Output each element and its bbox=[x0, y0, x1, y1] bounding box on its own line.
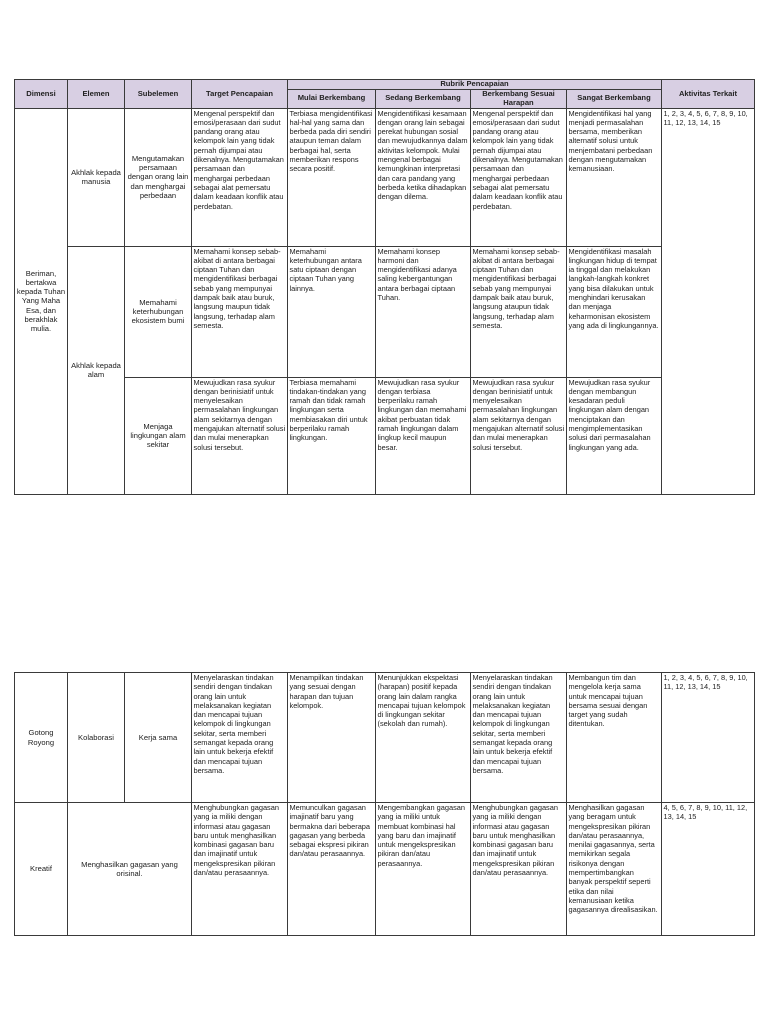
sedang-cell: Mengembangkan gagasan yang ia miliki untuk membuat kombinasi hal yang baru dan imajinatif untuk mengekspresikan pikiran dan/atau perasaannya. bbox=[376, 803, 471, 936]
header-target: Target Pencapaian bbox=[192, 80, 288, 109]
sangat-cell: Mengidentifikasi hal yang menjadi permasalahan bersama, memberikan alternatif solusi untuk menjembatani perbedaan dengan mengutamakan kemanusiaan. bbox=[567, 108, 662, 246]
dimensi-cell: Gotong Royong bbox=[15, 673, 68, 803]
table-row bbox=[15, 673, 755, 803]
elemen-cell: Menghasilkan gagasan yang orisinal. bbox=[68, 803, 192, 936]
dimensi-cell: Kreatif bbox=[15, 803, 68, 936]
sesuai-cell: Menghubungkan gagasan yang ia miliki dengan informasi atau gagasan baru untuk menghasilkan kombinasi gagasan baru dan imajinatif untuk mengekspresikan pikiran dan/atau perasaannya. bbox=[471, 803, 567, 936]
mulai-cell: Memahami keterhubungan antara satu ciptaan dengan ciptaan Tuhan yang lainnya. bbox=[288, 246, 376, 377]
header-dimensi: Dimensi bbox=[15, 80, 68, 109]
sangat-cell: Menghasilkan gagasan yang beragam untuk mengekspresikan pikiran dan/atau perasaannya, menilai gagasannya, serta memikirkan segala risikonya dengan mempertimbangkan banyak perspektif seperti etika dan nilai kemanusiaan ketika gagasannya direalisasikan. bbox=[567, 803, 662, 936]
dimensi-cell: Beriman, bertakwa kepada Tuhan Yang Maha Esa, dan berakhlak mulia. bbox=[15, 108, 68, 494]
sesuai-cell: Memahami konsep sebab-akibat di antara berbagai ciptaan Tuhan dan mengidentifikasi berbagai sebab yang mempunyai dampak baik atau buruk, langsung ataupun tidak langsung, terhadap alam semesta. bbox=[471, 246, 567, 377]
sedang-cell: Mengidentifikasi kesamaan dengan orang lain sebagai perekat hubungan sosial dan mewujudkannya dalam aktivitas kelompok. Mulai mengenal berbagai kemungkinan interpretasi dan cara pandang yang berbeda ketika dihadapkan dengan dilema. bbox=[376, 108, 471, 246]
target-cell: Menghubungkan gagasan yang ia miliki dengan informasi atau gagasan baru untuk menghasilkan kombinasi gagasan baru dan imajinatif untuk mengekspresikan pikiran dan/atau perasaannya. bbox=[192, 803, 288, 936]
subelemen-cell: Menjaga lingkungan alam sekitar bbox=[125, 377, 192, 494]
target-cell: Mengenal perspektif dan emosi/perasaan dari sudut pandang orang atau kelompok lain yang tidak pernah dijumpai atau dikenalnya. Mengutamakan persamaan dan menghargai perbedaan sebagai alat pemersatu dalam keadaan konflik atau perdebatan. bbox=[192, 108, 288, 246]
sesuai-cell: Menyelaraskan tindakan sendiri dengan tindakan orang lain untuk melaksanakan kegiatan dan mencapai tujuan kelompok di lingkungan sekitar, serta memberi semangat kepada orang lain untuk bekerja efektif dan mencapai tujuan bersama. bbox=[471, 673, 567, 803]
table-row bbox=[15, 803, 755, 936]
subelemen-cell: Mengutamakan persamaan dengan orang lain dan menghargai perbedaan bbox=[125, 108, 192, 246]
sesuai-cell: Mewujudkan rasa syukur dengan berinisiatif untuk menyelesaikan permasalahan lingkungan alam sekitarnya dengan mengajukan alternatif solusi dan mulai menerapkan solusi tersebut. bbox=[471, 377, 567, 494]
subelemen-cell: Memahami keterhubungan ekosistem bumi bbox=[125, 246, 192, 377]
elemen-cell: Kolaborasi bbox=[68, 673, 125, 803]
header-aktivitas: Aktivitas Terkait bbox=[662, 80, 755, 109]
mulai-cell: Memunculkan gagasan imajinatif baru yang bermakna dari beberapa gagasan yang berbeda sebagai ekspresi pikiran dan/atau perasaannya. bbox=[288, 803, 376, 936]
mulai-cell: Terbiasa memahami tindakan-tindakan yang ramah dan tidak ramah lingkungan serta membiasakan diri untuk berperilaku ramah lingkungan. bbox=[288, 377, 376, 494]
header-rubrik: Rubrik Pencapaian bbox=[288, 80, 662, 90]
header-elemen: Elemen bbox=[68, 80, 125, 109]
sedang-cell: Mewujudkan rasa syukur dengan terbiasa berperilaku ramah lingkungan dan memahami akibat perbuatan tidak ramah lingkungan dalam lingkup kecil maupun besar. bbox=[376, 377, 471, 494]
table-row bbox=[15, 108, 755, 246]
header-sangat: Sangat Berkembang bbox=[567, 89, 662, 108]
target-cell: Menyelaraskan tindakan sendiri dengan tindakan orang lain untuk melaksanakan kegiatan dan mencapai tujuan kelompok di lingkungan sekitar, serta memberi semangat kepada orang lain untuk bekerja efektif dan mencapai tujuan bersama. bbox=[192, 673, 288, 803]
sedang-cell: Memahami konsep harmoni dan mengidentifikasi adanya saling kebergantungan antara berbagai ciptaan Tuhan. bbox=[376, 246, 471, 377]
rubric-table-beriman bbox=[14, 79, 755, 495]
header-sesuai: Berkembang Sesuai Harapan bbox=[471, 89, 567, 108]
header-subelemen: Subelemen bbox=[125, 80, 192, 109]
target-cell: Memahami konsep sebab-akibat di antara berbagai ciptaan Tuhan dan mengidentifikasi berbagai sebab yang mempunyai dampak baik atau buruk, langsung maupun tidak langsung, terhadap alam semesta. bbox=[192, 246, 288, 377]
elemen-cell: Akhlak kepada alam bbox=[68, 246, 125, 494]
mulai-cell: Terbiasa mengidentifikasi hal-hal yang sama dan berbeda pada diri sendiri ataupun teman dalam berbagai hal, serta memberikan respons secara positif. bbox=[288, 108, 376, 246]
sesuai-cell: Mengenal perspektif dan emosi/perasaan dari sudut pandang orang atau kelompok lain yang tidak pernah dijumpai atau dikenalnya. Mengutamakan persamaan dan menghargai perbedaan sebagai alat pemersatu dalam keadaan konflik atau perdebatan. bbox=[471, 108, 567, 246]
sangat-cell: Mengidentifikasi masalah lingkungan hidup di tempat ia tinggal dan melakukan langkah-langkah konkret yang bisa dilakukan untuk menghindari kerusakan dan menjaga keharmonisan ekosistem yang ada di lingkungannya. bbox=[567, 246, 662, 377]
subelemen-cell: Kerja sama bbox=[125, 673, 192, 803]
sangat-cell: Membangun tim dan mengelola kerja sama untuk mencapai tujuan bersama sesuai dengan target yang sudah ditentukan. bbox=[567, 673, 662, 803]
aktivitas-cell: 4, 5, 6, 7, 8, 9, 10, 11, 12, 13, 14, 15 bbox=[662, 803, 755, 936]
aktivitas-cell: 1, 2, 3, 4, 5, 6, 7, 8, 9, 10, 11, 12, 13, 14, 15 bbox=[662, 673, 755, 803]
rubric-table-gotong-royong-kreatif bbox=[14, 672, 755, 936]
aktivitas-cell: 1, 2, 3, 4, 5, 6, 7, 8, 9, 10, 11, 12, 13, 14, 15 bbox=[662, 108, 755, 494]
table-row bbox=[15, 246, 755, 377]
mulai-cell: Menampilkan tindakan yang sesuai dengan harapan dan tujuan kelompok. bbox=[288, 673, 376, 803]
header-sedang: Sedang Berkembang bbox=[376, 89, 471, 108]
sedang-cell: Menunjukkan ekspektasi (harapan) positif kepada orang lain dalam rangka mencapai tujuan kelompok di lingkungan sekitar (sekolah dan rumah). bbox=[376, 673, 471, 803]
sangat-cell: Mewujudkan rasa syukur dengan membangun kesadaran peduli lingkungan alam dengan menciptakan dan mengimplementasikan solusi dari permasalahan lingkungan yang ada. bbox=[567, 377, 662, 494]
target-cell: Mewujudkan rasa syukur dengan berinisiatif untuk menyelesaikan permasalahan lingkungan alam sekitarnya dengan mengajukan alternatif solusi dan mulai menerapkan solusi tersebut. bbox=[192, 377, 288, 494]
elemen-cell: Akhlak kepada manusia bbox=[68, 108, 125, 246]
table-row bbox=[15, 377, 755, 494]
header-mulai: Mulai Berkembang bbox=[288, 89, 376, 108]
